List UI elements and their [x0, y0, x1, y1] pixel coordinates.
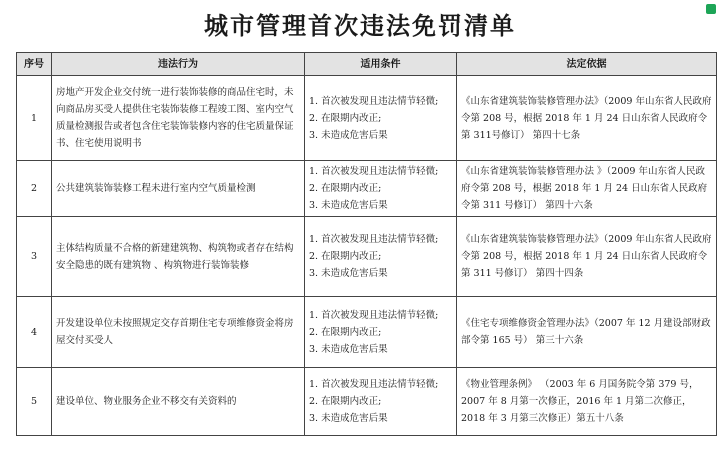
row-basis: 《山东省建筑装饰装修管理办法》（2009 年山东省人民政府令第 208 号，根据 2018 年 1 月 24 日山东省人民政府令第 311号修订） 第四十七条: [457, 76, 717, 161]
row-cond: [305, 161, 457, 217]
row-act: 房地产开发企业交付统一进行装饰装修的商品住宅时，未向商品房买受人提供住宅装饰装修工程竣工图、室内空气质量检测报告或者包含住宅装饰装修内容的住宅质量保证书、住宅使用说明书: [52, 76, 305, 161]
cond-line: 2. 在限期内改正;: [309, 251, 382, 262]
row-act: 开发建设单位未按照规定交存首期住宅专项维修资金将房屋交付买受人: [52, 297, 305, 368]
row-act: 主体结构质量不合格的新建建筑物、构筑物或者存在结构安全隐患的既有建筑物 、构筑物进行装饰装修: [52, 217, 305, 297]
row-cond: [305, 297, 457, 368]
row-cond: [305, 217, 457, 297]
row-basis: 《住宅专项维修资金管理办法》（2007 年 12 月建设部财政部令第 165 号） 第三十六条: [457, 297, 717, 368]
row-cond: [305, 76, 457, 161]
cond-line: 2. 在限期内改正;: [309, 183, 382, 194]
corner-mark: [706, 4, 716, 14]
cond-line: 3. 未造成危害后果: [309, 268, 388, 279]
penalty-exemption-table: [16, 52, 717, 436]
row-no: 2: [17, 161, 52, 217]
cond-line: 3. 未造成危害后果: [309, 343, 388, 355]
page-title: 城市管理首次违法免罚清单: [204, 11, 516, 40]
header-no: 序号: [17, 53, 52, 76]
cond-line: 1. 首次被发现且违法情节轻微;: [309, 95, 439, 107]
cond-line: 2. 在限期内改正;: [309, 396, 382, 407]
header-act: 违法行为: [52, 53, 305, 76]
row-no: 5: [17, 368, 52, 436]
table-row: [17, 76, 717, 161]
cond-line: 1. 首次被发现且违法情节轻微;: [309, 166, 439, 177]
table-row: [17, 297, 717, 368]
row-cond: [305, 368, 457, 436]
row-no: 1: [17, 76, 52, 161]
cond-line: 1. 首次被发现且违法情节轻微;: [309, 309, 439, 321]
cond-line: 1. 首次被发现且违法情节轻微;: [309, 234, 439, 245]
cond-line: 2. 在限期内改正;: [309, 326, 382, 338]
cond-line: 1. 首次被发现且违法情节轻微;: [309, 379, 439, 390]
cond-line: 3. 未造成危害后果: [309, 413, 388, 424]
table-header-row: [17, 53, 717, 76]
cond-line: 2. 在限期内改正;: [309, 112, 382, 124]
header-cond: 适用条件: [305, 53, 457, 76]
table-row: [17, 368, 717, 436]
row-basis: 《物业管理条例》 （2003 年 6 月国务院令第 379 号，2007 年 8 月第一次修正，2016 年 1 月第二次修正，2018 年 3 月第三次修正）第五十八条: [457, 368, 717, 436]
table-row: [17, 217, 717, 297]
header-basis: 法定依据: [457, 53, 717, 76]
table-row: [17, 161, 717, 217]
cond-line: 3. 未造成危害后果: [309, 200, 388, 211]
row-basis: 《山东省建筑装饰装修管理办法》（2009 年山东省人民政府令第 208 号，根据 2018 年 1 月 24 日山东省人民政府令第 311 号修订） 第四十四条: [457, 217, 717, 297]
row-no: 3: [17, 217, 52, 297]
row-basis: 《山东省建筑装饰装修管理办法 》（2009 年山东省人民政府令第 208 号，根据 2018 年 1 月 24 日山东省人民政府令第 311 号修订） 第四十六条: [457, 161, 717, 217]
cond-line: 3. 未造成危害后果: [309, 129, 388, 141]
row-act: 建设单位、物业服务企业不移交有关资料的: [52, 368, 305, 436]
row-act: 公共建筑装饰装修工程未进行室内空气质量检测: [52, 161, 305, 217]
row-no: 4: [17, 297, 52, 368]
